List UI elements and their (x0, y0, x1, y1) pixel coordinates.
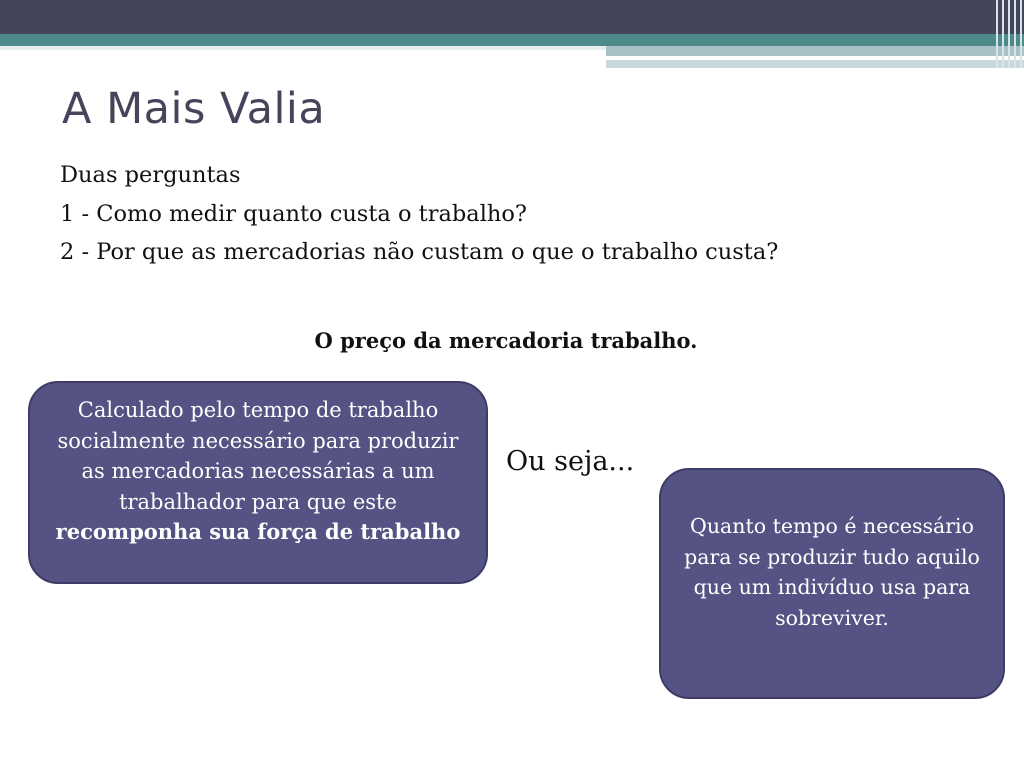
definition-box (28, 381, 488, 584)
header-band-white-line (825, 57, 949, 59)
body-text (60, 156, 778, 272)
explanation-text: Quanto tempo é necessário para se produzir tudo aquilo que um indivíduo usa para sobreviver. (684, 514, 980, 630)
header-band-light (606, 46, 1024, 56)
body-line-question-1: 1 - Como medir quanto custa o trabalho? (60, 200, 527, 227)
definition-bold-text: recomponha sua força de trabalho (55, 519, 461, 544)
header-band-pale (0, 46, 606, 50)
slide-title: A Mais Valia (62, 84, 326, 134)
header-vertical-stripes (994, 0, 1024, 68)
header-band-dark (0, 0, 1024, 34)
definition-text: Calculado pelo tempo de trabalho socialmente necessário para produzir as mercadorias necessárias a um trabalhador para que este (57, 398, 459, 514)
connector-text: Ou seja... (506, 446, 635, 477)
header-band-light-lower (606, 60, 1024, 68)
explanation-box (659, 468, 1005, 699)
body-line-intro: Duas perguntas (60, 162, 241, 188)
header-band-teal (0, 34, 1024, 46)
body-line-question-2: 2 - Por que as mercadorias não custam o que o trabalho custa? (60, 239, 779, 265)
section-subtitle: O preço da mercadoria trabalho. (314, 328, 698, 353)
